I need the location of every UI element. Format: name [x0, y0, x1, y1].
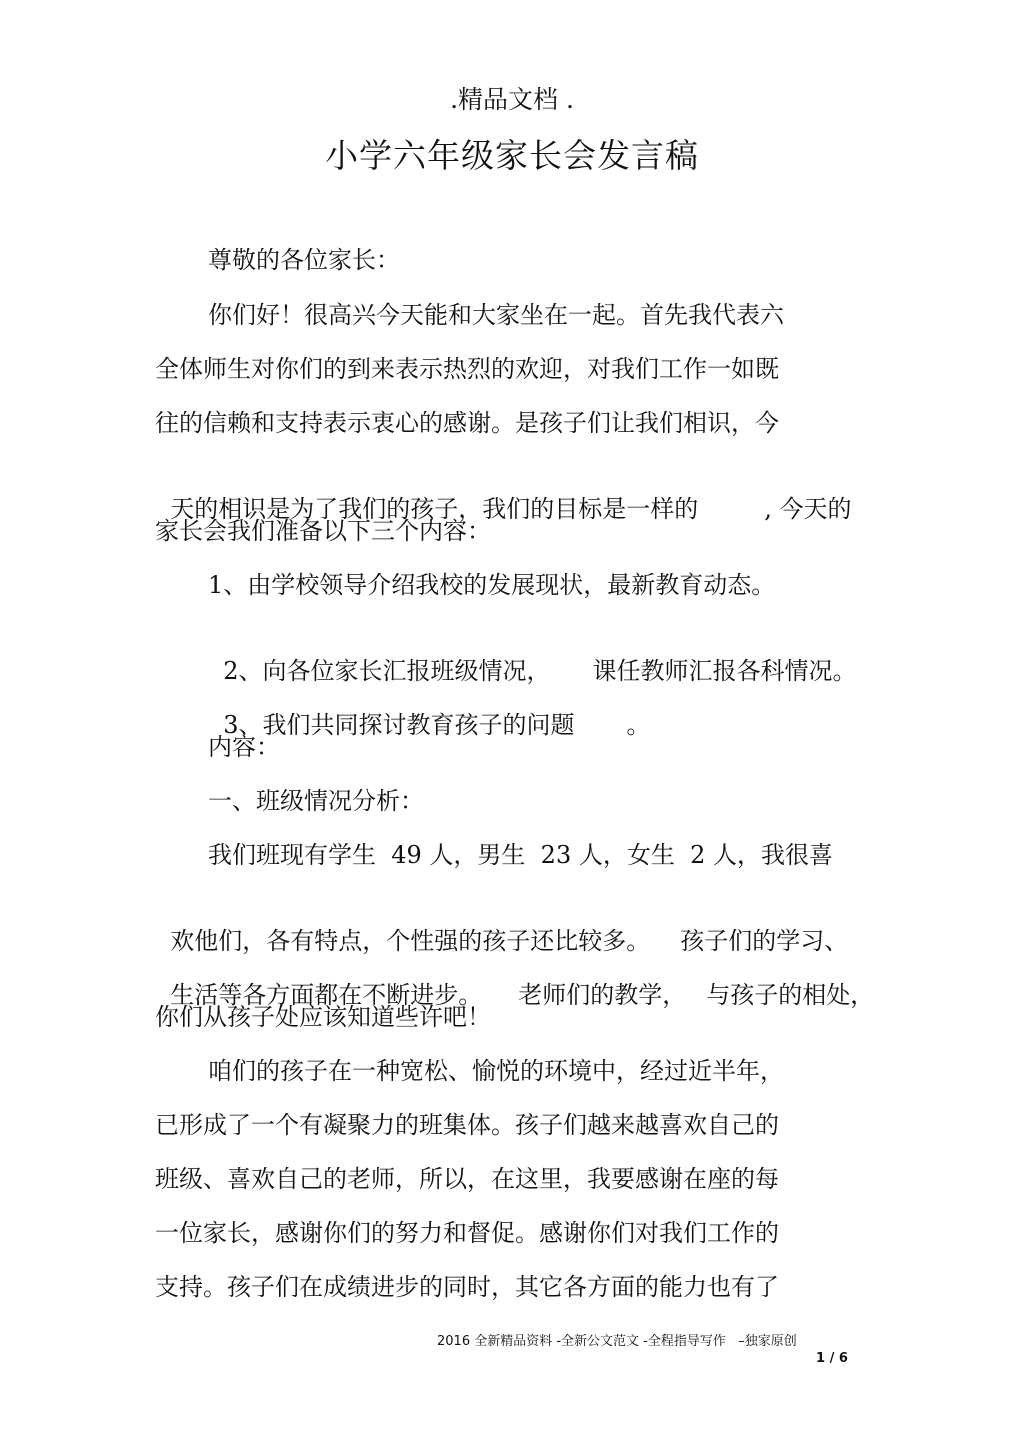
document-title: 小学六年级家长会发言稿: [325, 136, 699, 175]
footer-text: 2016 全新精品资料 -全新公文范文 -全程指导写作 –独家原创: [437, 1334, 797, 1349]
line-segment: 老师们的教学，: [518, 981, 687, 1009]
line-segment: 。: [626, 711, 651, 739]
paragraph-line: 家长会我们准备以下三个内容：: [155, 517, 491, 545]
salutation: 尊敬的各位家长：: [208, 246, 400, 274]
line-segment: 3、我们共同探讨教育孩子的问题: [223, 711, 575, 739]
paragraph-line: 我们班现有学生 49 人，男生 23 人，女生 2 人，我很喜: [208, 841, 834, 869]
page-number: 1 / 6: [816, 1351, 848, 1366]
section-label: 内容：: [208, 733, 280, 761]
paragraph-line: 你们好！很高兴今天能和大家坐在一起。首先我代表六: [208, 301, 784, 329]
paragraph-line: 支持。孩子们在成绩进步的同时，其它各方面的能力也有了: [155, 1273, 779, 1301]
line-segment: 2、向各位家长汇报班级情况，: [223, 657, 551, 685]
line-segment: 生活等各方面都在不断进步。: [170, 981, 483, 1009]
line-segment: , 今天的: [764, 495, 852, 523]
line-segment: 孩子们的学习、: [680, 927, 849, 955]
paragraph-line: 一位家长，感谢你们的努力和督促。感谢你们对我们工作的: [155, 1219, 779, 1247]
line-segment: 欢他们，各有特点，个性强的孩子还比较多。: [170, 927, 651, 955]
list-item: 1、由学校领导介绍我校的发展现状，最新教育动态。: [208, 571, 776, 599]
paragraph-line: 你们从孩子处应该知道些许吧！: [155, 1003, 491, 1031]
paragraph-line: 班级、喜欢自己的老师，所以，在这里，我要感谢在座的每: [155, 1165, 779, 1193]
section-heading: 一、班级情况分析：: [208, 787, 424, 815]
paragraph-line: 已形成了一个有凝聚力的班集体。孩子们越来越喜欢自己的: [155, 1111, 779, 1139]
line-segment: 与孩子的相处，: [706, 981, 875, 1009]
paragraph-line: 往的信赖和支持表示衷心的感谢。是孩子们让我们相识，今: [155, 409, 779, 437]
paragraph-line: 咱们的孩子在一种宽松、愉悦的环境中，经过近半年，: [208, 1057, 784, 1085]
document-header: .精品文档 .: [450, 85, 574, 114]
line-segment: 课任教师汇报各科情况。: [592, 657, 857, 685]
paragraph-line: 全体师生对你们的到来表示热烈的欢迎，对我们工作一如既: [155, 355, 779, 383]
line-segment: 天的相识是为了我们的孩子，我们的目标是一样的: [170, 495, 699, 523]
